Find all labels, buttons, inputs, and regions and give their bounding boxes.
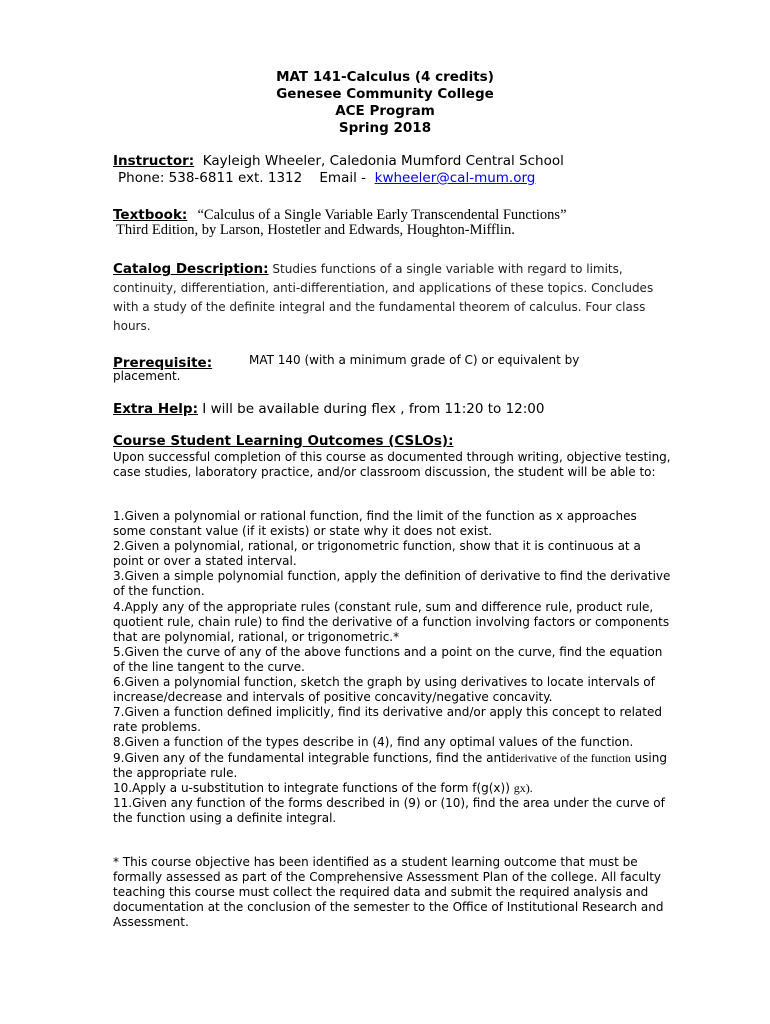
list-item <box>113 751 673 781</box>
term: Spring 2018 <box>338 120 432 136</box>
prerequisite-label: Prerequisite: <box>113 355 213 371</box>
extra-help-text: I will be available during flex , from 11:20 to 12:00 <box>202 401 545 417</box>
list-item: 7.Given a function defined implicitly, find its derivative and/or apply this concept to related rate problems. <box>113 705 662 735</box>
item-9-end: using the appropriate rule. <box>113 750 667 780</box>
prerequisite-text-cont: placement. <box>113 369 181 383</box>
textbook-details: Third Edition, by Larson, Hostetler and Edwards, Houghton-Mifflin. <box>116 222 515 238</box>
email-label: Email - <box>319 170 367 186</box>
catalog-description <box>113 260 673 336</box>
textbook-title: “Calculus of a Single Variable Early Transcendental Functions” <box>197 207 567 223</box>
catalog-label: Catalog Description: <box>113 261 269 277</box>
email-link[interactable]: kwheeler@cal-mum.org <box>374 170 536 186</box>
list-item: 3.Given a simple polynomial function, apply the definition of derivative to find the derivative of the function. <box>113 569 671 599</box>
textbook-label: Textbook: <box>113 207 188 223</box>
contact-line <box>118 170 535 186</box>
instructor-line <box>113 153 564 169</box>
cslo-list <box>113 509 673 826</box>
list-item <box>113 781 673 796</box>
extra-help-label: Extra Help: <box>113 401 198 417</box>
cslo-heading-text: Course Student Learning Outcomes (CSLOs): <box>113 433 454 449</box>
list-item: 2.Given a polynomial, rational, or trigonometric function, show that it is continuous at a point or over a stated interval. <box>113 539 641 569</box>
cslo-heading <box>113 433 453 449</box>
list-item: 6.Given a polynomial function, sketch the graph by using derivatives to locate intervals of increase/decrease and intervals of positive concavity/negative concavity. <box>113 675 655 705</box>
item-10-serif: gx). <box>513 780 533 795</box>
list-item: 8.Given a function of the types describe in (4), find any optimal values of the function. <box>113 735 634 750</box>
college-name: Genesee Community College <box>276 86 494 102</box>
prerequisite-text: MAT 140 (with a minimum grade of C) or equivalent by <box>249 353 580 367</box>
list-item: 11.Given any function of the forms described in (9) or (10), find the area under the curve of the function using a definite integral. <box>113 795 665 825</box>
phone-text: Phone: 538-6811 ext. 1312 <box>118 170 303 186</box>
instructor-name: Kayleigh Wheeler, Caledonia Mumford Central School <box>202 153 564 169</box>
program-name: ACE Program <box>335 103 435 119</box>
course-title: MAT 141-Calculus (4 credits) <box>276 69 494 85</box>
catalog-text: Studies functions of a single variable with regard to limits, continuity, differentiation, anti-differentiation, and applications of these topics. Concludes with a study of the definite integral and the fundamental theorem of calculus. Four class hours. <box>113 262 654 333</box>
item-9-serif: derivative of the function <box>509 750 631 765</box>
document-header <box>0 69 770 137</box>
list-item: 4.Apply any of the appropriate rules (constant rule, sum and difference rule, product rule, quotient rule, chain rule) to find the derivative of a function involving factors or components that are polynomial, rational, or trigonometric.* <box>113 599 670 644</box>
item-9-text: 9.Given any of the fundamental integrable functions, find the anti <box>113 750 510 765</box>
assessment-note: * This course objective has been identified as a student learning outcome that must be formally assessed as part of the Comprehensive Assessment Plan of the college. All faculty teaching this course must collect the required data and submit the required analysis and documentation at the conclusion of the semester to the Office of Institutional Research and Assessment. <box>113 855 664 930</box>
list-item: 1.Given a polynomial or rational function, find the limit of the function as x approaches some constant value (if it exists) or state why it does not exist. <box>113 509 637 539</box>
cslo-intro: Upon successful completion of this course as documented through writing, objective testing, case studies, laboratory practice, and/or classroom discussion, the student will be able to: <box>113 450 671 480</box>
item-10-text: 10.Apply a u-substitution to integrate functions of the form f(g(x)) <box>113 780 510 795</box>
list-item: 5.Given the curve of any of the above functions and a point on the curve, find the equation of the line tangent to the curve. <box>113 644 663 674</box>
textbook-line <box>113 204 567 224</box>
extra-help-line <box>113 401 544 417</box>
instructor-label: Instructor: <box>113 153 195 169</box>
